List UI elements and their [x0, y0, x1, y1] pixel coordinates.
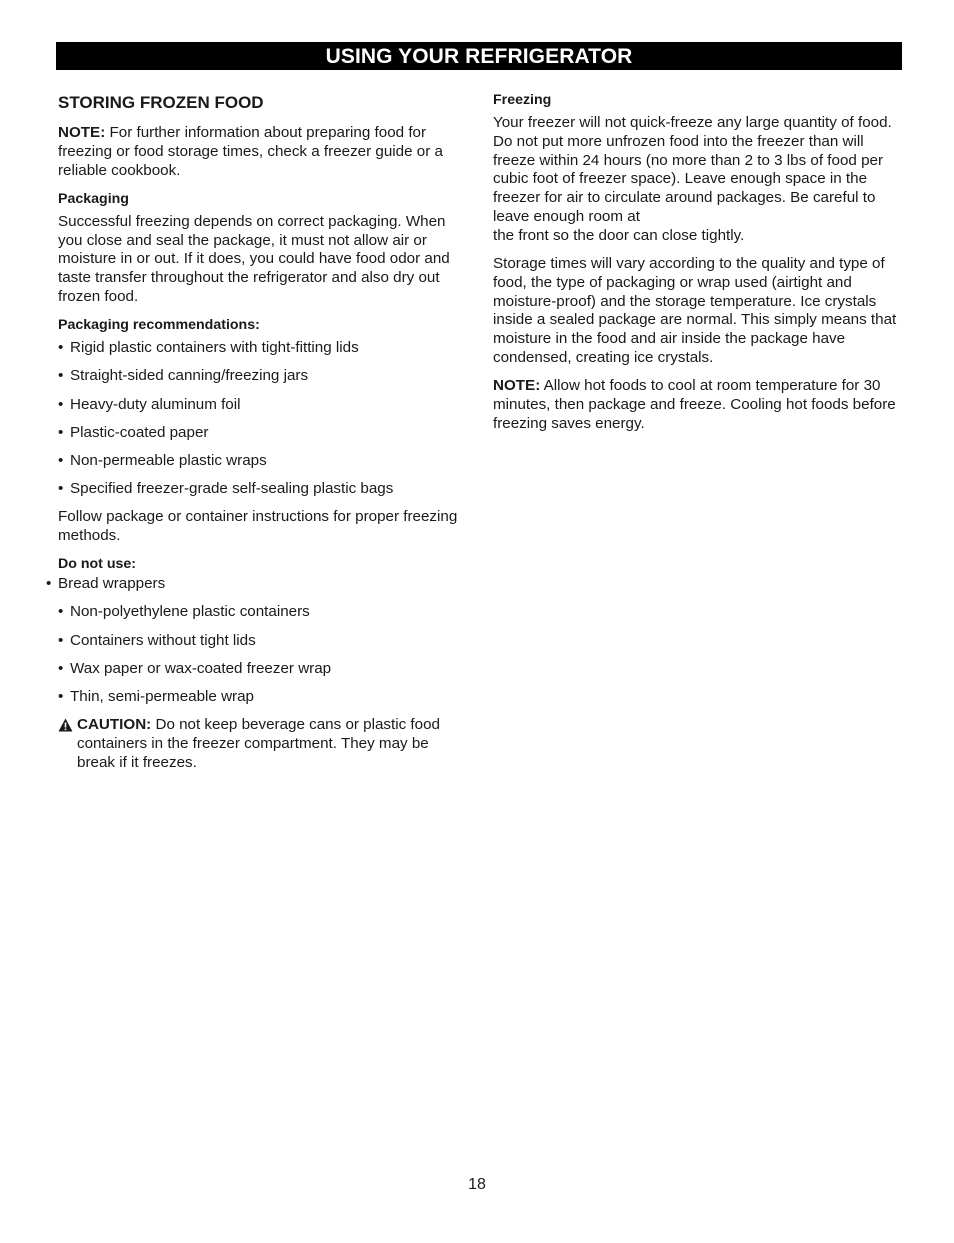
storage-times-paragraph: Storage times will vary according to the quality and type of food, the type of packaging or wrap used (airtight and moisture-proof) and the storage temperature. Ice crystals inside a sealed package are normal. This simply means that moisture in the food and air inside the package have condensed, creating ice crystals.: [493, 254, 897, 366]
bullet: •: [58, 659, 64, 677]
list-item: [58, 424, 466, 443]
list-item: [46, 688, 466, 707]
list-item-text: Wax paper or wax-coated freezer wrap: [70, 659, 332, 677]
list-item-text: Rigid plastic containers with tight-fitting lids: [70, 339, 359, 357]
list-item-text: Bread wrappers: [58, 575, 166, 593]
follow-instructions-paragraph: Follow package or container instructions for proper freezing methods.: [58, 508, 458, 545]
freezing-text: Your freezer will not quick-freeze any large quantity of food. Do not put more unfrozen food into the freezer than will freeze within 24 hours (no more than 2 to 3 lbs of food per cubic foot of freezer space). Leave enough space in the freezer for air to circulate around packages. Be careful to leave enough room at: [493, 114, 892, 225]
list-item-text: Containers without tight lids: [70, 631, 256, 649]
bullet: •: [58, 395, 64, 413]
freezing-heading: Freezing: [493, 92, 552, 108]
caution-label: CAUTION:: [77, 716, 152, 734]
list-item: [58, 339, 466, 358]
bullet: •: [58, 688, 64, 706]
list-item: [46, 660, 466, 679]
section-title: STORING FROZEN FOOD: [58, 93, 264, 112]
list-item-text: Non-polyethylene plastic containers: [70, 603, 310, 621]
recommendations-heading: Packaging recommendations:: [58, 317, 260, 334]
note-label: NOTE:: [58, 124, 106, 141]
page-number: 18: [468, 1176, 486, 1193]
bullet: •: [58, 603, 64, 621]
list-item-text: Specified freezer-grade self-sealing plastic bags: [70, 480, 394, 498]
caution-text: Do not keep beverage cans or plastic food containers in the freezer compartment. They may be break if it freezes.: [77, 716, 440, 771]
freezing-paragraph: [493, 114, 905, 246]
list-item-text: Thin, semi-permeable wrap: [70, 688, 255, 706]
right-column: [493, 88, 905, 443]
bullet: •: [58, 451, 64, 469]
note-text: For further information about preparing food for freezing or food storage times, check a freezer guide or a reliable cookbook.: [58, 124, 443, 179]
page-header-banner: [56, 42, 902, 70]
list-item: [46, 632, 466, 651]
list-item: [46, 575, 466, 594]
bullet: •: [58, 480, 64, 498]
left-column: [46, 88, 466, 773]
freezing-text-continued: the front so the door can close tightly.: [493, 226, 745, 244]
do-not-use-list: [46, 575, 466, 707]
bullet: •: [58, 339, 64, 357]
bullet: •: [58, 631, 64, 649]
list-item-text: Heavy-duty aluminum foil: [70, 395, 241, 413]
recommendations-list: [58, 339, 466, 499]
list-item-text: Plastic-coated paper: [70, 423, 209, 441]
caution-paragraph: [58, 716, 466, 772]
do-not-use-heading: Do not use:: [58, 556, 137, 573]
packaging-paragraph: Successful freezing depends on correct packaging. When you close and seal the package, it must not allow air or moisture in or out. If it does, you could have food odor and taste transfer throughout the refrigerator and also dry out frozen food.: [58, 212, 450, 305]
warning-triangle-icon: [58, 718, 73, 732]
list-item: [58, 480, 466, 499]
list-item-text: Straight-sided canning/freezing jars: [70, 367, 309, 385]
list-item: [58, 396, 466, 415]
note-paragraph: [493, 377, 905, 433]
list-item-text: Non-permeable plastic wraps: [70, 451, 267, 469]
note-text: Allow hot foods to cool at room temperature for 30 minutes, then package and freeze. Cooling hot foods before freezing saves energy.: [493, 377, 896, 432]
list-item: [46, 603, 466, 622]
bullet: •: [58, 423, 64, 441]
list-item: [58, 367, 466, 386]
bullet: •: [46, 575, 52, 593]
note-paragraph: [58, 124, 466, 180]
list-item: [58, 452, 466, 471]
packaging-heading: Packaging: [58, 190, 129, 207]
bullet: •: [58, 367, 64, 385]
note-label: NOTE:: [493, 377, 541, 395]
page-header-title: USING YOUR REFRIGERATOR: [325, 45, 633, 68]
